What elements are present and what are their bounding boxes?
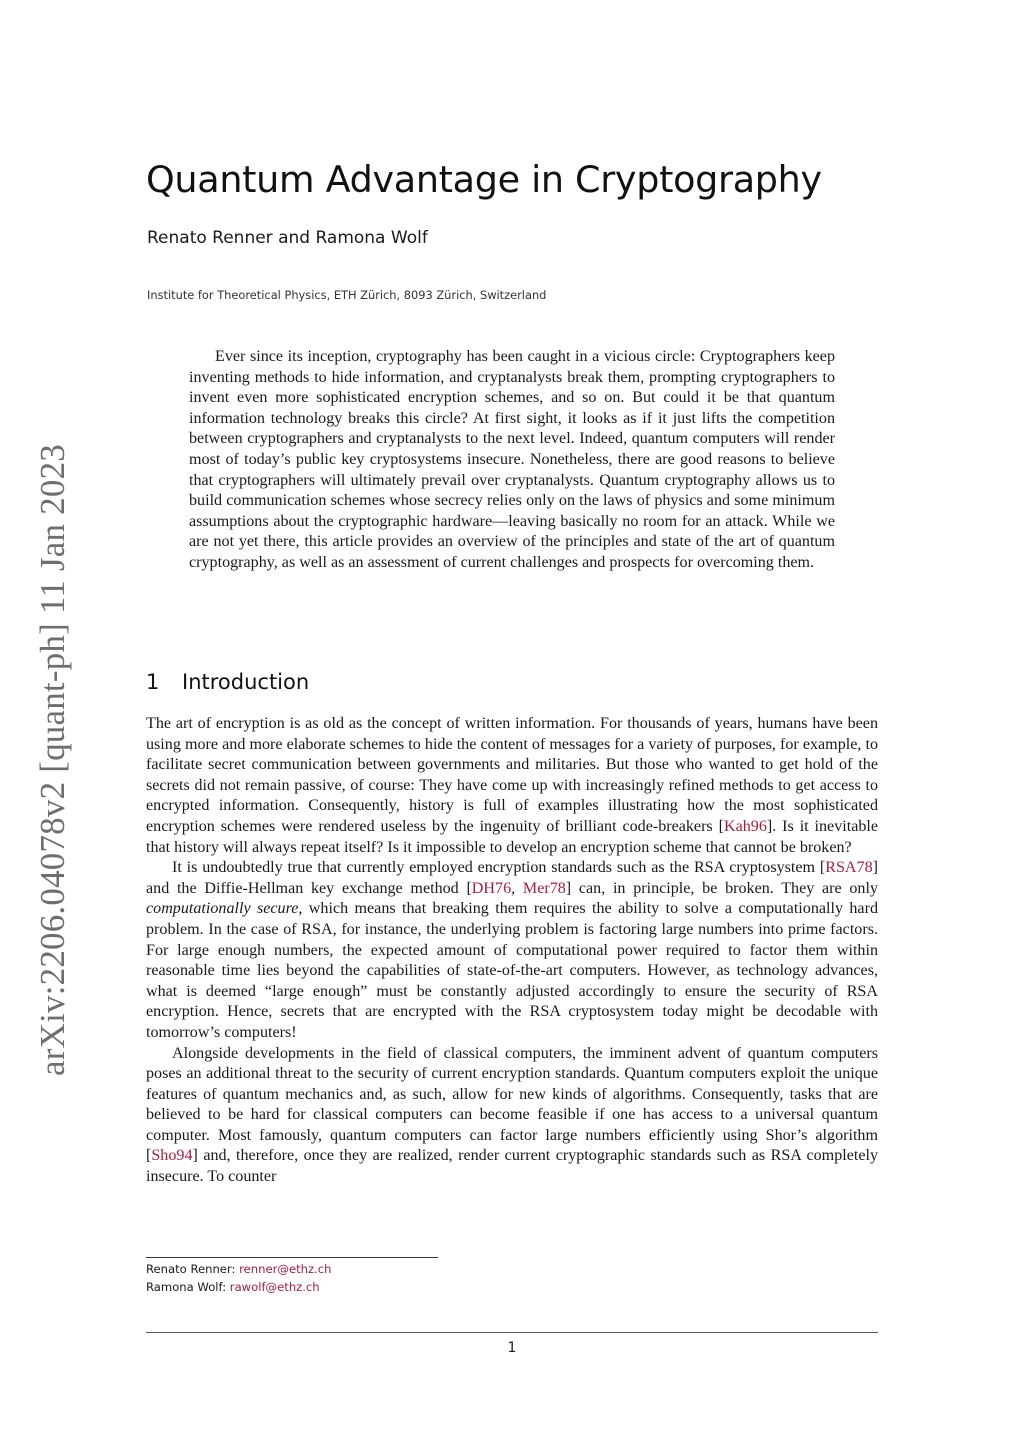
footnote-author-name: Ramona Wolf <box>146 1279 223 1294</box>
paragraph-1: The art of encryption is as old as the concept of written information. For thousands of years, humans have been using more and more elaborate schemes to hide the content of messages for a variety of purposes, for example, to facilitate secret communication between governments and militaries. But those who wanted to get hold of the secrets did not remain passive, of course: They have come up with increasingly refined methods to get access to encrypted information. Consequently, history is full of examples illustrating how the most sophisticated encryption schemes were rendered useless by the ingenuity of brilliant code-breakers [Kah96]. Is it inevitable that history will always repeat itself? Is it impossible to develop an encryption scheme that cannot be broken? <box>146 715 878 856</box>
section-heading-introduction <box>146 670 309 694</box>
footnote-renner <box>146 1261 331 1279</box>
paragraph-text: and the Diffie-Hellman key exchange method <box>146 879 467 897</box>
citation-link-dh76[interactable]: DH76 <box>471 879 512 897</box>
citation-link-mer78[interactable]: Mer78 <box>522 879 566 897</box>
email-link-wolf[interactable]: rawolf@ethz.ch <box>229 1279 320 1294</box>
author-list: Renato Renner and Ramona Wolf <box>147 228 428 248</box>
paragraph-2: It is undoubtedly true that currently employed encryption standards such as the RSA cryptosystem [RSA78] and the Diffie-Hellman key exchange method [DH76, Mer78] can, in principle, be broken. They are only computationally secure, which means that breaking them requires the ability to solve a computationally hard problem. In the case of RSA, for instance, the underlying problem is factoring large numbers into prime factors. For large enough numbers, the expected amount of computational power required to factor them within reasonable time lies beyond the capabilities of state-of-the-art computers. However, as technology advances, what is deemed “large enough” must be constantly adjusted accordingly to ensure the security of RSA encryption. Hence, secrets that are encrypted with the RSA cryptosystem today might be decodable with tomorrow’s computers! <box>146 859 878 1041</box>
citation-link-rsa78[interactable]: RSA78 <box>825 859 873 877</box>
paper-title: Quantum Advantage in Cryptography <box>146 158 822 201</box>
paragraph-text: . Is it inevitable that history will always repeat itself? Is it impossible to develop an encryption scheme that cannot be broken? <box>146 817 878 856</box>
section-number: 1 <box>146 670 160 694</box>
footer-divider <box>146 1332 878 1333</box>
emphasis-computationally-secure: computationally secure <box>146 900 299 918</box>
paragraph-text: It is undoubtedly true that currently employed encryption standards such as the RSA cryptosystem <box>172 859 820 877</box>
citation-separator: , <box>511 879 523 897</box>
page-number: 1 <box>507 1340 517 1356</box>
abstract: Ever since its inception, cryptography has been caught in a vicious circle: Cryptographers keep inventing methods to hide information, and cryptanalysts break them, prompting cryptographers to invent even more sophisticated encryption schemes, and so on. But could it be that quantum information technology breaks this circle? At first sight, it looks as if it just lifts the competition between cryptographers and cryptanalysts to the next level. Indeed, quantum computers will render most of today’s public key cryptosystems insecure. Nonetheless, there are good reasons to believe that cryptographers will ultimately prevail over cryptanalysts. Quantum cryptography allows us to build communication schemes whose secrecy relies only on the laws of physics and some minimum assumptions about the cryptographic hardware—leaving basically no room for an attack. While we are not yet there, this article provides an overview of the principles and state of the art of quantum cryptography, as well as an assessment of current challenges and prospects for overcoming them. <box>189 348 835 571</box>
author-affiliation: Institute for Theoretical Physics, ETH Zürich, 8093 Zürich, Switzerland <box>147 288 547 302</box>
arxiv-identifier-stamp: arXiv:2206.04078v2 [quant-ph] 11 Jan 2023 <box>33 444 72 1076</box>
footnotes <box>146 1261 331 1296</box>
footnote-separator: : <box>231 1262 240 1276</box>
footnote-divider <box>146 1257 438 1258</box>
footnote-author-name: Renato Renner <box>146 1262 232 1276</box>
footnote-separator: : <box>222 1279 230 1294</box>
paragraph-text: can, in principle, be broken. They are only <box>571 879 878 897</box>
introduction-body <box>146 714 878 1188</box>
footnote-wolf <box>146 1279 331 1297</box>
paragraph-3: Alongside developments in the field of classical computers, the imminent advent of quantum computers poses an additional threat to the security of current encryption standards. Quantum computers exploit the unique features of quantum mechanics and, as such, allow for new kinds of algorithms. Consequently, tasks that are believed to be hard for classical computers can become feasible if one has access to a universal quantum computer. Most famously, quantum computers can factor large numbers efficiently using Shor’s algorithm [Sho94] and, therefore, once they are realized, render current cryptographic standards such as RSA completely insecure. To counter <box>146 1044 878 1186</box>
section-title: Introduction <box>182 670 310 694</box>
citation-link-sho94[interactable]: Sho94 <box>151 1147 193 1165</box>
paragraph-text: The art of encryption is as old as the concept of written information. For thousands of years, humans have been using more and more elaborate schemes to hide the content of messages for a variety of purposes, for example, to facilitate secret communication between governments and militaries. But those who wanted to get hold of the secrets did not remain passive, of course: They have come up with increasingly refined methods to get access to encrypted information. Consequently, history is full of examples illustrating how the most sophisticated encryption schemes were rendered useless by the ingenuity of brilliant code-breakers <box>146 715 878 835</box>
paragraph-text: Alongside developments in the field of classical computers, the imminent advent of quantum computers poses an additional threat to the security of current encryption standards. Quantum computers exploit the unique features of quantum mechanics and, as such, allow for new kinds of algorithms. Consequently, tasks that are believed to be hard for classical computers can become feasible if one has access to a universal quantum computer. Most famously, quantum computers can factor large numbers efficiently using Shor’s algorithm <box>146 1044 878 1144</box>
citation-link-kah96[interactable]: Kah96 <box>723 817 767 835</box>
paragraph-text: and, therefore, once they are realized, render current cryptographic standards such as RSA completely insecure. To counter <box>146 1147 878 1186</box>
paragraph-text: , which means that breaking them requires the ability to solve a computationally hard problem. In the case of RSA, for instance, the underlying problem is factoring large numbers into prime factors. For large enough numbers, the expected amount of computational power required to factor them within reasonable time lies beyond the capabilities of state-of-the-art computers. However, as technology advances, what is deemed “large enough” must be constantly adjusted accordingly to ensure the security of RSA encryption. Hence, secrets that are encrypted with the RSA cryptosystem today might be decodable with tomorrow’s computers! <box>146 900 878 1041</box>
email-link-renner[interactable]: renner@ethz.ch <box>239 1262 332 1276</box>
